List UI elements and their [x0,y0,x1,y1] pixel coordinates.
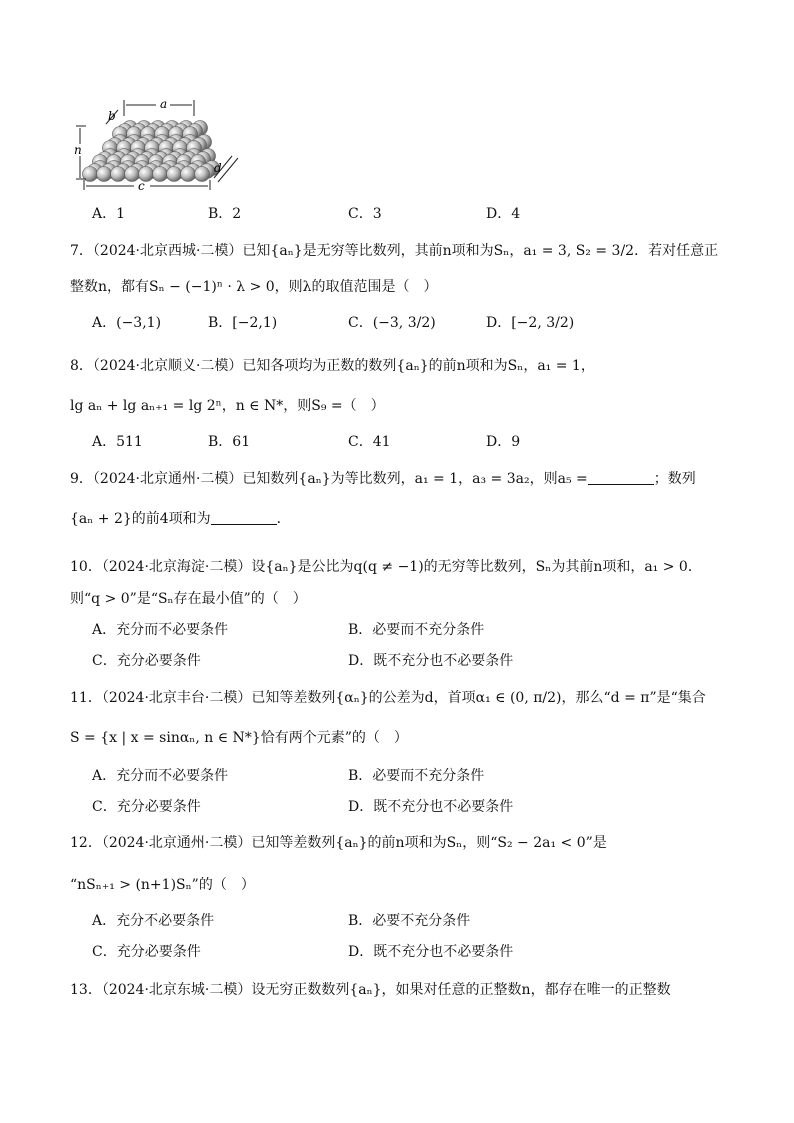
q7-option-c: C．(−3, 3/2) [348,315,436,331]
q12-option-b: B．必要不充分条件 [348,913,471,929]
q9-stem-line2 [70,509,291,529]
label-c: c [138,179,145,192]
q9-text-b: ；数列 [653,471,696,487]
q11-stem-line2: S = {x | x = sinαₙ, n ∈ N*}恰有两个元素”的（ ） [70,730,408,746]
q10-stem-line2: 则“q > 0”是“Sₙ存在最小值”的（ ） [70,591,307,607]
q6-option-d: D．4 [486,206,521,222]
q10-stem-line1: 10．（2024·北京海淀·二模）设{aₙ}是公比为q(q ≠ −1)的无穷等比数列，Sₙ为其前n项和，a₁ > 0． [70,559,702,575]
ball [181,167,196,182]
q9-stem-line1 [70,469,696,489]
ball [97,167,112,182]
q12-option-c: C．充分必要条件 [92,944,201,960]
label-b: b [108,109,116,123]
label-n: n [74,143,82,157]
q11-option-b: B．必要而不充分条件 [348,768,485,784]
q11-option-d: D．既不充分也不必要条件 [348,799,514,815]
q11-option-c: C．充分必要条件 [92,799,201,815]
ball-stack-figure [72,96,244,192]
q7-stem-line1: 7．（2024·北京西城·二模）已知{aₙ}是无穷等比数列，其前n项和为Sₙ，a₁ = 3, S₂ = 3/2．若对任意正 [70,243,719,259]
q9-answer-blank-2[interactable] [211,510,277,525]
q9-text-d: ． [276,511,291,527]
q8-option-d: D．9 [486,434,521,450]
q10-option-d: D．既不充分也不必要条件 [348,653,514,669]
q7-stem-line2: 整数n，都有Sₙ − (−1)ⁿ · λ > 0，则λ的取值范围是（ ） [70,279,438,295]
q8-option-c: C．41 [348,434,391,450]
ball [167,167,182,182]
q11-stem-line1: 11．（2024·北京丰台·二模）已知等差数列{αₙ}的公差为d，首项α₁ ∈ (0, π/2)，那么“d = π”是“集合 [70,690,706,706]
balls [83,121,220,182]
q12-option-a: A．充分不必要条件 [92,913,215,929]
label-d: d [214,161,222,175]
q8-option-a: A．511 [92,434,143,450]
q6-option-c: C．3 [348,206,382,222]
q9-text-c: {aₙ + 2}的前4项和为 [70,511,211,527]
ball [111,167,126,182]
q9-answer-blank-1[interactable] [588,470,654,485]
ball [195,167,210,182]
q7-option-d: D．[−2, 3/2) [486,315,575,331]
q12-stem-line2: “nSₙ₊₁ > (n+1)Sₙ”的（ ） [70,877,255,893]
q8-option-b: B．61 [208,434,251,450]
q6-option-a: A．1 [92,206,126,222]
q8-stem-line1: 8．（2024·北京顺义·二模）已知各项均为正数的数列{aₙ}的前n项和为Sₙ，a₁ = 1， [70,358,595,374]
q11-option-a: A．充分而不必要条件 [92,768,229,784]
q12-stem-line1: 12．（2024·北京通州·二模）已知等差数列{aₙ}的前n项和为Sₙ，则“S₂ − 2a₁ < 0”是 [70,835,607,851]
q10-option-c: C．充分必要条件 [92,653,201,669]
ball [153,167,168,182]
label-a: a [160,97,168,111]
q7-option-b: B．[−2,1) [208,315,278,331]
q6-option-b: B．2 [208,206,242,222]
q7-option-a: A．(−3,1) [92,315,162,331]
q13-stem-line1: 13．（2024·北京东城·二模）设无穷正数数列{aₙ}，如果对任意的正整数n，都存在唯一的正整数 [70,982,671,998]
q12-option-d: D．既不充分也不必要条件 [348,944,514,960]
q10-option-a: A．充分而不必要条件 [92,622,229,638]
q8-stem-line2: lg aₙ + lg aₙ₊₁ = lg 2ⁿ，n ∈ N*，则S₉ =（ ） [70,398,385,414]
q9-text-a: 9．（2024·北京通州·二模）已知数列{aₙ}为等比数列，a₁ = 1，a₃ = 3a₂，则a₅ = [70,471,588,487]
q10-option-b: B．必要而不充分条件 [348,622,485,638]
